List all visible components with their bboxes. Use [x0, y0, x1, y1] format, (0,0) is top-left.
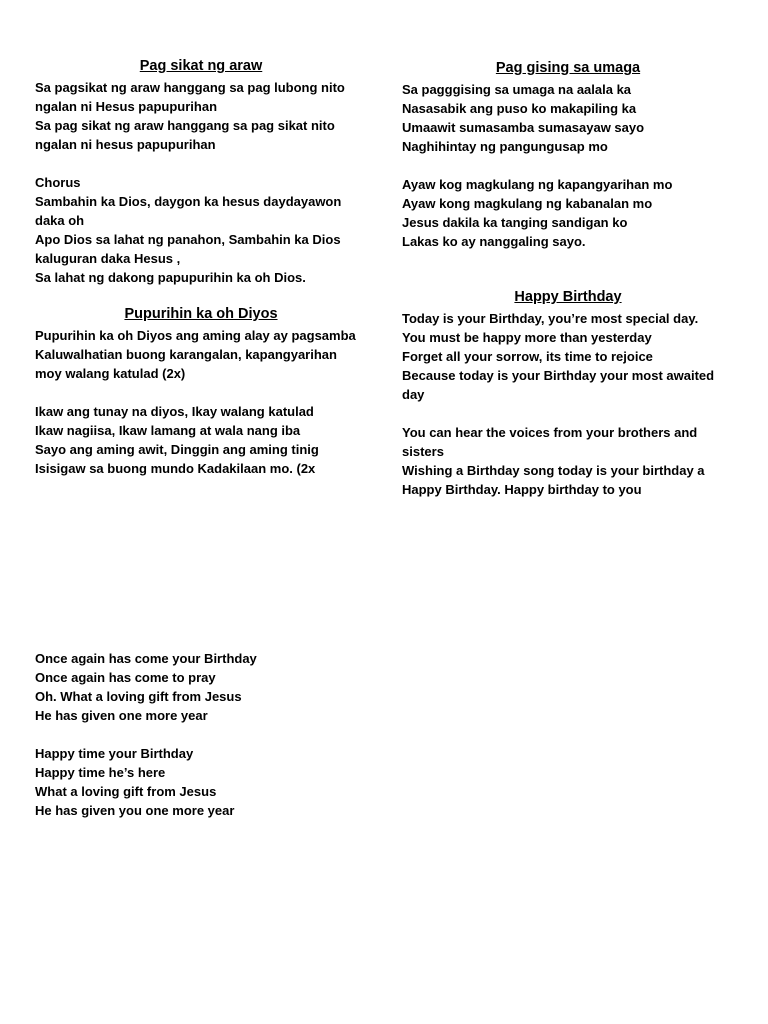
lyric-line: Forget all your sorrow, its time to rejoice [402, 349, 653, 364]
lyric-line: Kaluwalhatian buong karangalan, kapangyarihan moy walang katulad (2x) [35, 347, 337, 381]
song-title: Pupurihin ka oh Diyos [124, 306, 278, 322]
lyric-line: Apo Dios sa lahat ng panahon, Sambahin ka Dios kaluguran daka Hesus , [35, 232, 341, 266]
lyric-line: Ikaw nagiisa, Ikaw lamang at wala nang iba [35, 423, 301, 438]
stanza [402, 175, 734, 251]
stanza [35, 402, 367, 478]
lyric-line: Happy time your Birthday [35, 746, 194, 761]
lyric-line: Umaawit sumasamba sumasayaw sayo [402, 120, 645, 135]
stanza [402, 80, 734, 156]
lyric-line: Sa pagsikat ng araw hanggang sa pag lubong nito [35, 80, 345, 95]
lyric-line: Sa lahat ng dakong papupurihin ka oh Dios. [35, 270, 306, 285]
lyric-line: He has given you one more year [35, 803, 235, 818]
lyric-line: ngalan ni Hesus papupurihan [35, 99, 218, 114]
lyric-line: Because today is your Birthday your most awaited day [402, 368, 715, 402]
lyric-line: Naghihintay ng pangungusap mo [402, 139, 608, 154]
lyric-line: He has given one more year [35, 708, 208, 723]
lyric-line: Once again has come your Birthday [35, 651, 257, 666]
lyric-line: Today is your Birthday, you’re most special day. [402, 311, 699, 326]
song-happy-birthday [402, 287, 734, 499]
lyric-line: Happy time he’s here [35, 765, 166, 780]
stanza [35, 744, 367, 820]
lyric-line: Wishing a Birthday song today is your birthday a Happy Birthday. Happy birthday to you [402, 463, 705, 497]
lyric-line: ngalan ni hesus papupurihan [35, 137, 216, 152]
song-title: Happy Birthday [514, 289, 622, 305]
chorus-label: Chorus [35, 175, 81, 190]
lyric-line: Ikaw ang tunay na diyos, Ikay walang katulad [35, 404, 314, 419]
lyric-line: Sa pag sikat ng araw hanggang sa pag sikat nito [35, 118, 335, 133]
lyric-line: Sayo ang aming awit, Dinggin ang aming tinig [35, 442, 319, 457]
lyric-line: Oh. What a loving gift from Jesus [35, 689, 242, 704]
stanza [402, 309, 734, 404]
song-pag-sikat-ng-araw [35, 56, 367, 287]
song-title: Pag sikat ng araw [139, 58, 263, 74]
lyric-line: What a loving gift from Jesus [35, 784, 217, 799]
stanza [402, 423, 734, 499]
song-pupurihin-ka-oh-diyos [35, 304, 367, 478]
lyric-line: Sa pagggising sa umaga na aalala ka [402, 82, 632, 97]
lyric-line: Jesus dakila ka tanging sandigan ko [402, 215, 628, 230]
stanza [35, 78, 367, 154]
lyric-line: Pupurihin ka oh Diyos ang aming alay ay pagsamba [35, 328, 356, 343]
lyric-line: Lakas ko ay nanggaling sayo. [402, 234, 586, 249]
stanza [35, 326, 367, 383]
lyric-line: Sambahin ka Dios, daygon ka hesus daydayawon daka oh [35, 194, 342, 228]
lyric-line: Once again has come to pray [35, 670, 216, 685]
lyric-line: You must be happy more than yesterday [402, 330, 652, 345]
song-title: Pag gising sa umaga [495, 60, 641, 76]
stanza-chorus [35, 173, 367, 287]
song-pag-gising-sa-umaga [402, 58, 734, 251]
song-once-again-birthday [35, 649, 367, 820]
lyric-line: Nasasabik ang puso ko makapiling ka [402, 101, 637, 116]
lyric-line: You can hear the voices from your brothers and sisters [402, 425, 698, 459]
lyric-line: Ayaw kong magkulang ng kabanalan mo [402, 196, 653, 211]
stanza [35, 649, 367, 725]
lyric-line: Ayaw kog magkulang ng kapangyarihan mo [402, 177, 673, 192]
lyric-line: Isisigaw sa buong mundo Kadakilaan mo. (2x [35, 461, 316, 476]
